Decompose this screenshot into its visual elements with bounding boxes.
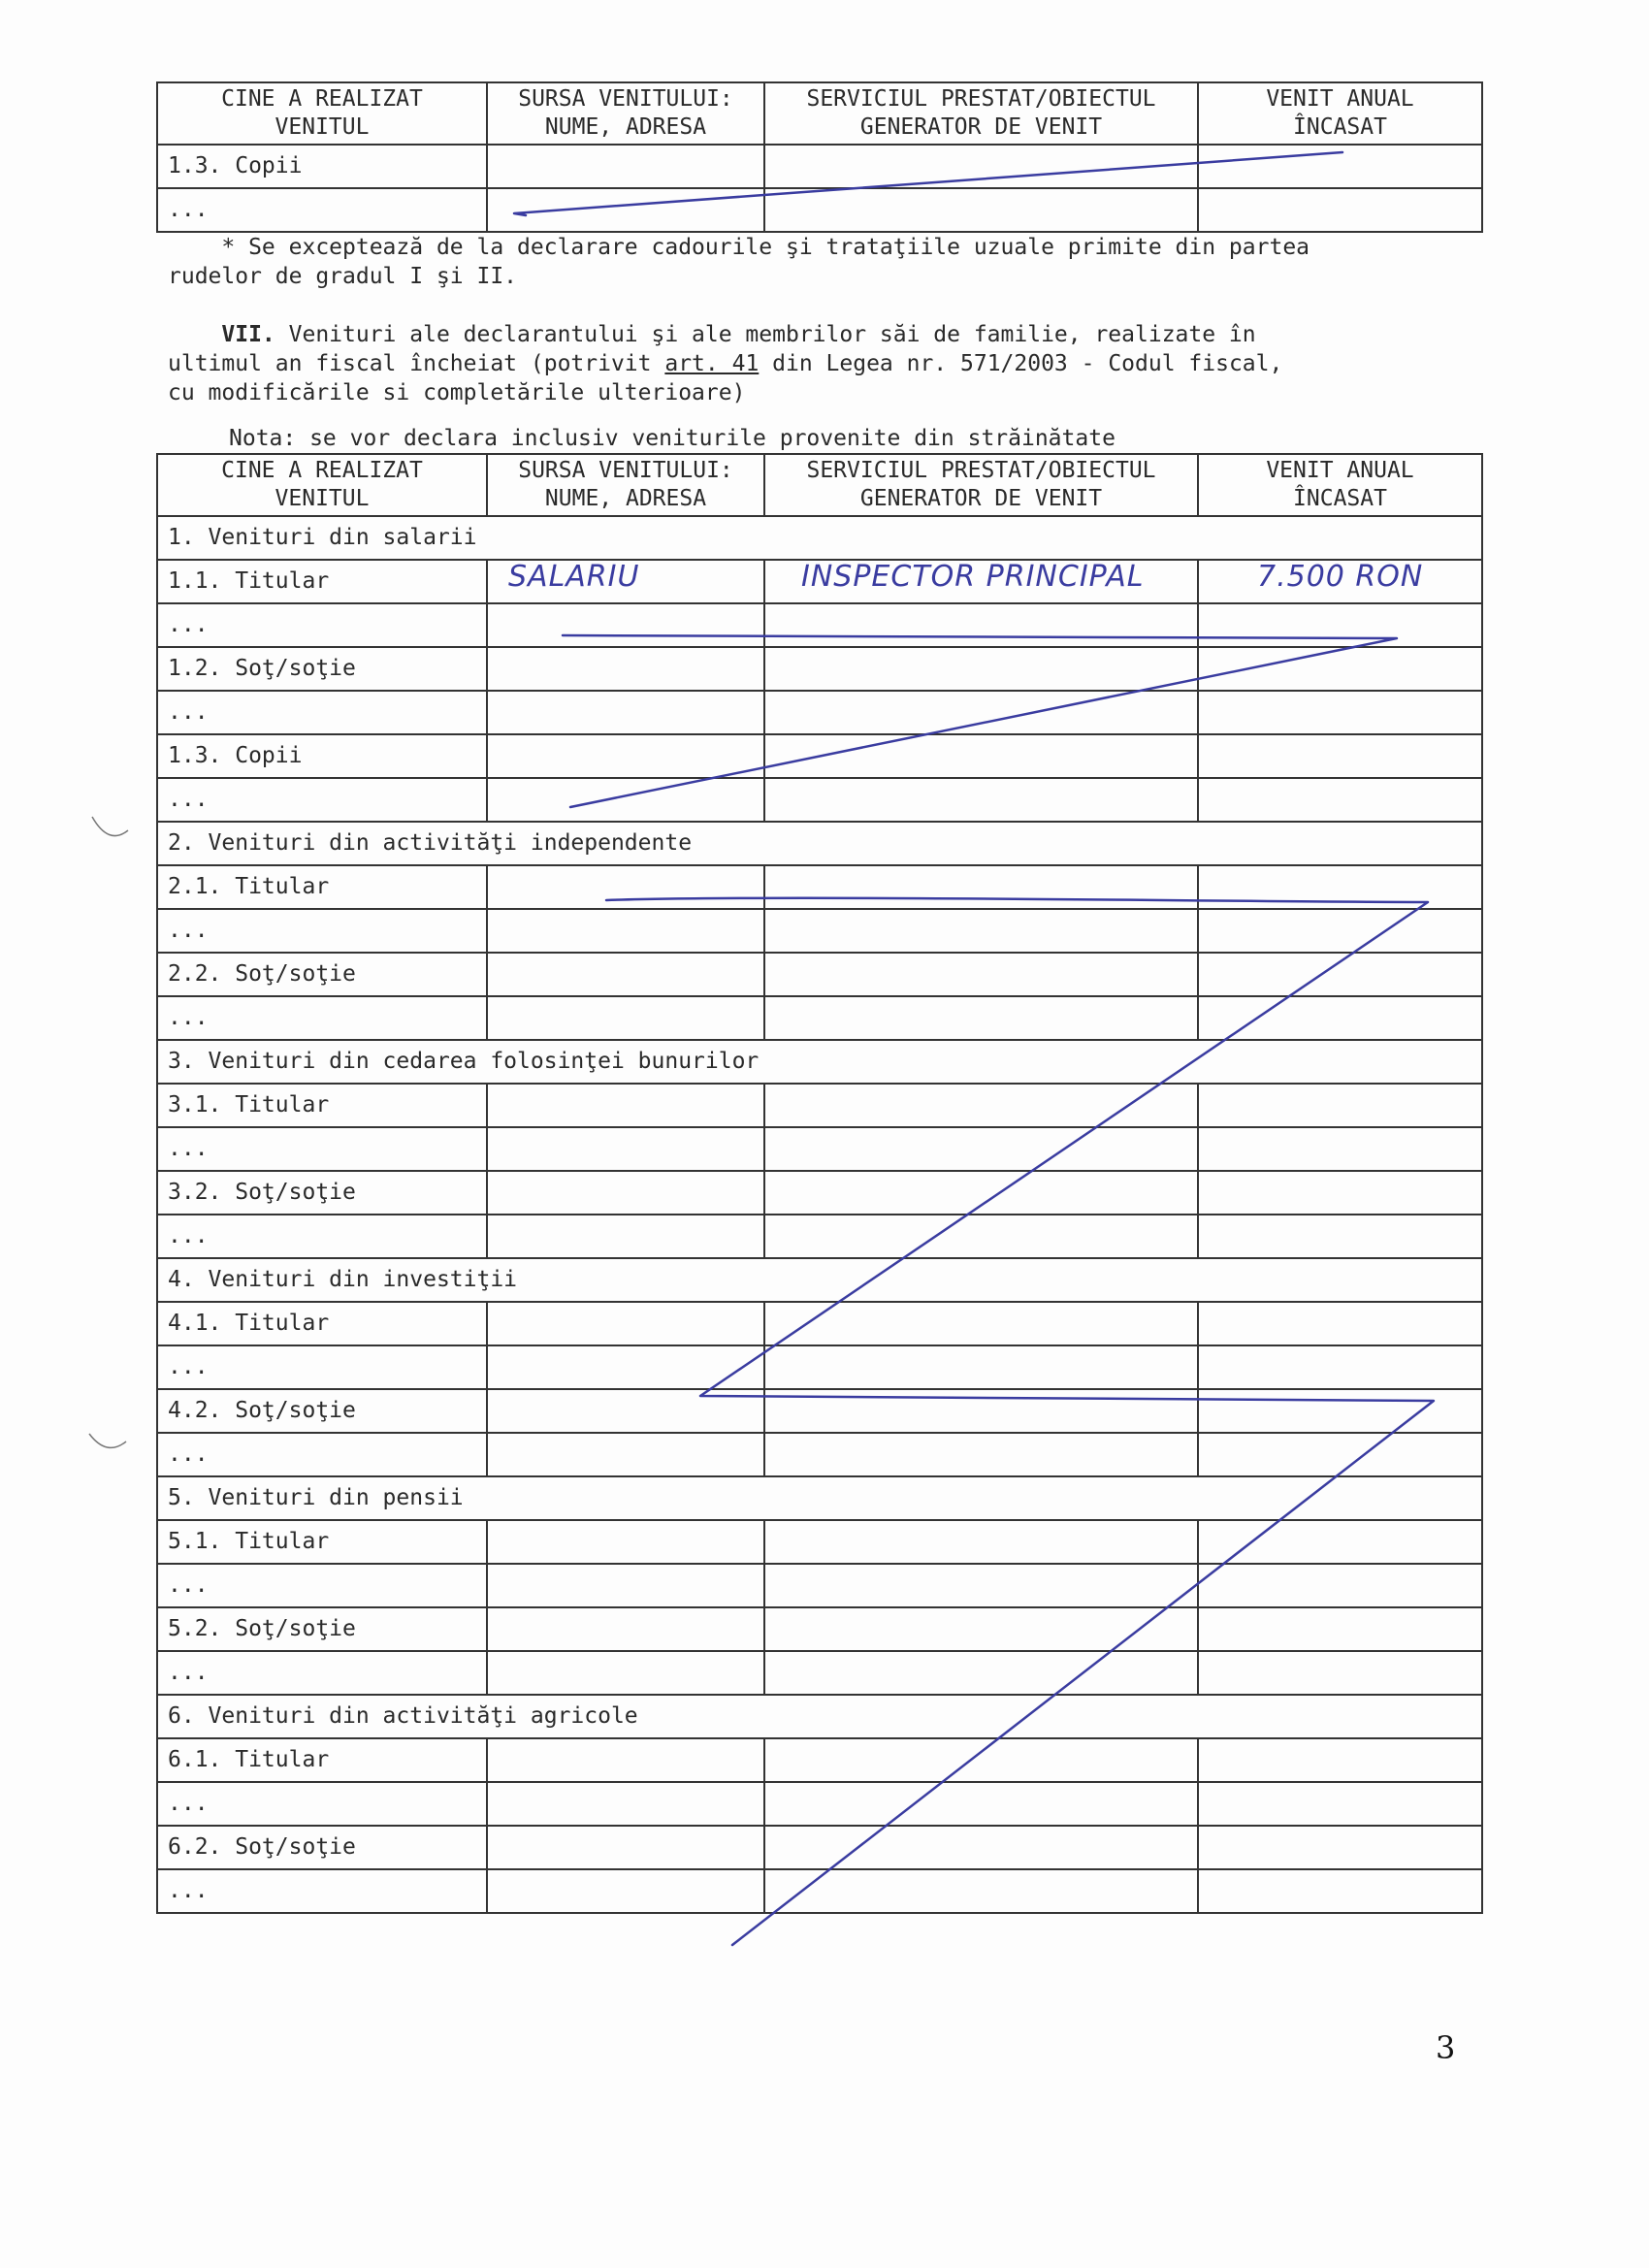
serviciu-field[interactable] — [764, 909, 1198, 953]
row-label: 1.3. Copii — [157, 145, 487, 188]
table-row — [157, 1607, 1482, 1651]
row-label: 5.1. Titular — [157, 1520, 487, 1564]
serviciu-field[interactable] — [764, 1433, 1198, 1476]
serviciu-field[interactable] — [764, 1520, 1198, 1564]
sursa-field[interactable] — [487, 1127, 764, 1171]
row-label: ... — [157, 603, 487, 647]
venit-field[interactable] — [1198, 1215, 1482, 1258]
table-row — [157, 1826, 1482, 1869]
row-label: 1.1. Titular — [157, 560, 487, 603]
section-label: 3. Venituri din cedarea folosinţei bunurilor — [157, 1040, 1482, 1084]
section-label: 4. Venituri din investiţii — [157, 1258, 1482, 1302]
serviciu-field[interactable] — [764, 996, 1198, 1040]
table-row — [157, 188, 1482, 232]
section-row — [157, 1695, 1482, 1738]
table-row — [157, 953, 1482, 996]
section-label: 5. Venituri din pensii — [157, 1476, 1482, 1520]
serviciu-field[interactable] — [764, 691, 1198, 734]
venit-field[interactable] — [1198, 1084, 1482, 1127]
venit-field[interactable] — [1198, 909, 1482, 953]
row-label: ... — [157, 691, 487, 734]
sursa-field[interactable] — [487, 1826, 764, 1869]
section-row — [157, 1258, 1482, 1302]
section-label: 2. Venituri din activităţi independente — [157, 822, 1482, 865]
serviciu-field[interactable] — [764, 1607, 1198, 1651]
venit-field[interactable] — [1198, 1607, 1482, 1651]
venit-field[interactable] — [1198, 1345, 1482, 1389]
serviciu-field[interactable] — [764, 1782, 1198, 1826]
row-label: 5.2. Soţ/soţie — [157, 1607, 487, 1651]
row-label: 4.1. Titular — [157, 1302, 487, 1345]
table-row — [157, 1433, 1482, 1476]
sursa-field[interactable] — [487, 647, 764, 691]
punch-hole-icon — [92, 817, 128, 836]
serviciu-field[interactable] — [764, 145, 1198, 188]
table-row — [157, 1345, 1482, 1389]
serviciu-field[interactable] — [764, 953, 1198, 996]
nota-text: Nota: se vor declara inclusiv veniturile provenite din străinătate — [229, 426, 1116, 451]
venit-field[interactable] — [1198, 691, 1482, 734]
table-row — [157, 145, 1482, 188]
row-label: 1.2. Soţ/soţie — [157, 647, 487, 691]
serviciu-field[interactable] — [764, 1564, 1198, 1607]
sursa-field[interactable] — [487, 1607, 764, 1651]
serviciu-field[interactable] — [764, 188, 1198, 232]
venit-field[interactable] — [1198, 996, 1482, 1040]
section-row — [157, 516, 1482, 560]
venit-field[interactable] — [1198, 1127, 1482, 1171]
sursa-field[interactable] — [487, 1433, 764, 1476]
section-label: 1. Venituri din salarii — [157, 516, 1482, 560]
row-label: 3.2. Soţ/soţie — [157, 1171, 487, 1215]
sursa-field[interactable] — [487, 1738, 764, 1782]
venit-field[interactable] — [1198, 1738, 1482, 1782]
sursa-field[interactable] — [487, 1564, 764, 1607]
venit-field[interactable] — [1198, 734, 1482, 778]
row-label: 3.1. Titular — [157, 1084, 487, 1127]
table-row — [157, 1084, 1482, 1127]
handwritten-serviciu: INSPECTOR PRINCIPAL — [801, 560, 1145, 594]
serviciu-field[interactable] — [764, 865, 1198, 909]
venit-field[interactable] — [1198, 1389, 1482, 1433]
table-row — [157, 1738, 1482, 1782]
row-label: ... — [157, 1127, 487, 1171]
table-header-row — [157, 82, 1482, 145]
table-row — [157, 1651, 1482, 1695]
serviciu-field[interactable] — [764, 734, 1198, 778]
serviciu-field[interactable] — [764, 1345, 1198, 1389]
row-label: ... — [157, 1564, 487, 1607]
sursa-field[interactable] — [487, 865, 764, 909]
venit-field[interactable] — [1198, 603, 1482, 647]
table-row — [157, 1869, 1482, 1913]
sursa-field[interactable] — [487, 1869, 764, 1913]
law-article-link[interactable]: art. 41 — [664, 351, 760, 376]
sursa-field[interactable] — [487, 188, 764, 232]
table-row — [157, 909, 1482, 953]
venit-field[interactable] — [1198, 778, 1482, 822]
table-row — [157, 1215, 1482, 1258]
sursa-field[interactable] — [487, 996, 764, 1040]
header-venit: VENIT ANUAL ÎNCASAT — [1198, 454, 1482, 516]
table-row — [157, 1782, 1482, 1826]
venit-field[interactable] — [1198, 1782, 1482, 1826]
serviciu-field[interactable] — [764, 647, 1198, 691]
row-label: 4.2. Soţ/soţie — [157, 1389, 487, 1433]
venit-field[interactable] — [1198, 1869, 1482, 1913]
sursa-field[interactable] — [487, 603, 764, 647]
sursa-field[interactable] — [487, 1345, 764, 1389]
sursa-field[interactable] — [487, 909, 764, 953]
venit-field[interactable] — [1198, 1826, 1482, 1869]
table-row — [157, 1389, 1482, 1433]
row-label: ... — [157, 996, 487, 1040]
serviciu-field[interactable] — [764, 1127, 1198, 1171]
header-sursa: SURSA VENITULUI: NUME, ADRESA — [487, 454, 764, 516]
venit-field[interactable] — [1198, 145, 1482, 188]
venit-field[interactable] — [1198, 1651, 1482, 1695]
table-row — [157, 647, 1482, 691]
serviciu-field[interactable] — [764, 1826, 1198, 1869]
venit-field[interactable] — [1198, 188, 1482, 232]
venit-field[interactable] — [1198, 953, 1482, 996]
sursa-field[interactable] — [487, 734, 764, 778]
row-label: 6.2. Soţ/soţie — [157, 1826, 487, 1869]
venit-field[interactable] — [1198, 1433, 1482, 1476]
sursa-field[interactable] — [487, 145, 764, 188]
handwritten-venit: 7.500 RON — [1257, 560, 1424, 594]
table-row — [157, 603, 1482, 647]
header-cine: CINE A REALIZAT VENITUL — [157, 82, 487, 145]
section-vii-heading: VII. Venituri ale declarantului şi ale membrilor săi de familie, realizate în ultimul an fiscal încheiat (potrivit art. 41 din Legea nr. 571/2003 - Codul fiscal, cu modificările si completările ulterioare) — [168, 322, 1283, 405]
header-cine: CINE A REALIZAT VENITUL — [157, 454, 487, 516]
venit-field[interactable] — [1198, 1171, 1482, 1215]
sursa-field[interactable] — [487, 1389, 764, 1433]
section-row — [157, 822, 1482, 865]
row-label: ... — [157, 1782, 487, 1826]
punch-hole-icon — [89, 1434, 126, 1447]
table-row — [157, 1127, 1482, 1171]
table-header-row — [157, 454, 1482, 516]
row-label: ... — [157, 1345, 487, 1389]
serviciu-field[interactable] — [764, 1389, 1198, 1433]
section-row — [157, 1476, 1482, 1520]
table-row — [157, 1520, 1482, 1564]
venit-field[interactable] — [1198, 1302, 1482, 1345]
serviciu-field[interactable] — [764, 1084, 1198, 1127]
table-row — [157, 778, 1482, 822]
table-row — [157, 1564, 1482, 1607]
serviciu-field[interactable] — [764, 778, 1198, 822]
serviciu-field[interactable] — [764, 1869, 1198, 1913]
income-table-continuation — [156, 81, 1483, 233]
sursa-field[interactable] — [487, 1302, 764, 1345]
row-label: ... — [157, 188, 487, 232]
serviciu-field[interactable] — [764, 1302, 1198, 1345]
row-label: 2.1. Titular — [157, 865, 487, 909]
header-sursa: SURSA VENITULUI: NUME, ADRESA — [487, 82, 764, 145]
table-row — [157, 1171, 1482, 1215]
income-table — [156, 453, 1483, 1914]
sursa-field[interactable] — [487, 1171, 764, 1215]
header-serviciu: SERVICIUL PRESTAT/OBIECTUL GENERATOR DE VENIT — [764, 82, 1198, 145]
venit-field[interactable] — [1198, 1520, 1482, 1564]
row-label: ... — [157, 909, 487, 953]
venit-field[interactable] — [1198, 1564, 1482, 1607]
page-number: 3 — [1436, 2029, 1456, 2066]
sursa-field[interactable] — [487, 1782, 764, 1826]
table-row — [157, 996, 1482, 1040]
header-venit: VENIT ANUAL ÎNCASAT — [1198, 82, 1482, 145]
row-label: 1.3. Copii — [157, 734, 487, 778]
serviciu-field[interactable] — [764, 1215, 1198, 1258]
row-label: 6.1. Titular — [157, 1738, 487, 1782]
section-label: 6. Venituri din activităţi agricole — [157, 1695, 1482, 1738]
serviciu-field[interactable] — [764, 1171, 1198, 1215]
venit-field[interactable] — [1198, 865, 1482, 909]
sursa-field[interactable] — [487, 691, 764, 734]
sursa-field[interactable] — [487, 1084, 764, 1127]
sursa-field[interactable] — [487, 953, 764, 996]
sursa-field[interactable] — [487, 1215, 764, 1258]
serviciu-field[interactable] — [764, 1651, 1198, 1695]
table-row — [157, 865, 1482, 909]
row-label: ... — [157, 778, 487, 822]
row-label: ... — [157, 1215, 487, 1258]
handwritten-sursa: SALARIU — [508, 560, 640, 594]
row-label: ... — [157, 1869, 487, 1913]
row-label: ... — [157, 1651, 487, 1695]
table-row — [157, 734, 1482, 778]
serviciu-field[interactable] — [764, 1738, 1198, 1782]
sursa-field[interactable] — [487, 778, 764, 822]
sursa-field[interactable] — [487, 1520, 764, 1564]
sursa-field[interactable] — [487, 1651, 764, 1695]
row-label: 2.2. Soţ/soţie — [157, 953, 487, 996]
table-row — [157, 1302, 1482, 1345]
footnote: * Se exceptează de la declarare cadourile şi trataţiile uzuale primite din partea rudelor de gradul I şi II. — [168, 235, 1310, 289]
table-row — [157, 691, 1482, 734]
section-row — [157, 1040, 1482, 1084]
row-label: ... — [157, 1433, 487, 1476]
header-serviciu: SERVICIUL PRESTAT/OBIECTUL GENERATOR DE VENIT — [764, 454, 1198, 516]
venit-field[interactable] — [1198, 647, 1482, 691]
serviciu-field[interactable] — [764, 603, 1198, 647]
